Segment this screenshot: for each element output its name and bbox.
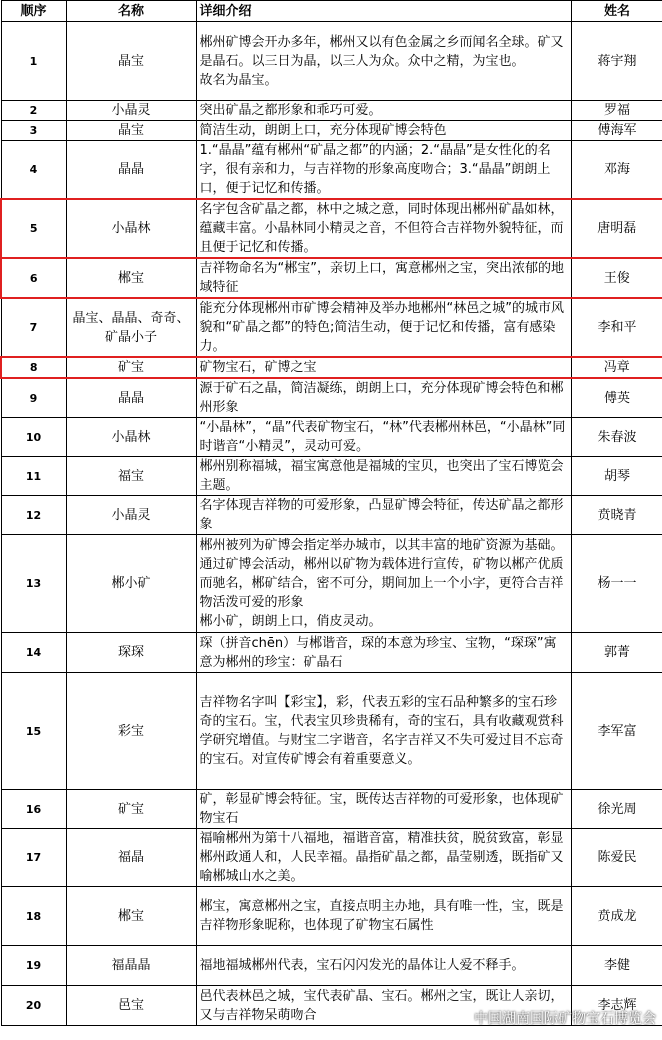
description-line: 郴州矿博会开办多年，郴州又以有色金属之乡而闻名全球。矿又是晶石。以三日为晶，以三人为众。众中之精，为宝也。 bbox=[199, 34, 564, 69]
row-number: 9 bbox=[1, 378, 66, 418]
header-detail: 详细介绍 bbox=[196, 1, 571, 22]
author-name: 陈爱民 bbox=[571, 829, 662, 887]
mascot-name: 福晶 bbox=[66, 829, 196, 887]
name-description bbox=[196, 946, 571, 986]
name-description bbox=[196, 673, 571, 790]
mascot-name: 晶宝、晶晶、奇奇、矿晶小子 bbox=[66, 298, 196, 357]
name-description bbox=[196, 535, 571, 633]
author-name: 罗福 bbox=[571, 101, 662, 121]
row-number: 20 bbox=[1, 986, 66, 1026]
row-number: 19 bbox=[1, 946, 66, 986]
name-description bbox=[196, 258, 571, 298]
description-line: 邑代表林邑之城，宝代表矿晶、宝石。郴州之宝，既让人亲切，又与吉祥物呆萌吻合 bbox=[199, 988, 564, 1023]
table-row bbox=[1, 141, 662, 200]
name-description bbox=[196, 121, 571, 141]
row-number: 15 bbox=[1, 673, 66, 790]
mascot-name: 邑宝 bbox=[66, 986, 196, 1026]
author-name: 李和平 bbox=[571, 298, 662, 357]
mascot-name: 小晶灵 bbox=[66, 496, 196, 535]
table-row bbox=[1, 22, 662, 101]
table-row bbox=[1, 418, 662, 457]
mascot-name: 晶晶 bbox=[66, 378, 196, 418]
table-row bbox=[1, 535, 662, 633]
row-number: 18 bbox=[1, 887, 66, 946]
table-row bbox=[1, 829, 662, 887]
description-line: 故名为晶宝。 bbox=[199, 72, 278, 88]
header-author: 姓名 bbox=[571, 1, 662, 22]
author-name: 邓海 bbox=[571, 141, 662, 200]
name-description bbox=[196, 496, 571, 535]
table-row bbox=[1, 790, 662, 829]
mascot-name: 小晶灵 bbox=[66, 101, 196, 121]
description-line: 郴宝，寓意郴州之宝，直接点明主办地，具有唯一性，宝，既是吉祥物形象昵称，也体现了矿物宝石属性 bbox=[199, 899, 564, 933]
mascot-name: 琛琛 bbox=[66, 633, 196, 673]
author-name: 贲成龙 bbox=[571, 887, 662, 946]
name-description bbox=[196, 101, 571, 121]
mascot-name: 福晶晶 bbox=[66, 946, 196, 986]
description-line: 简洁生动，朗朗上口，充分体现矿博会特色 bbox=[199, 123, 447, 138]
description-line: “小晶林”，“晶”代表矿物宝石，“林”代表郴州林邑，“小晶林”同时谐音“小精灵”，灵动可爱。 bbox=[199, 420, 566, 454]
description-line: 福喻郴州为第十八福地，福谐音富，精准扶贫，脱贫致富，彰显郴州政通人和，人民幸福。晶指矿晶之都，晶莹剔透，既指矿又喻郴城山水之美。 bbox=[199, 831, 564, 884]
name-description bbox=[196, 633, 571, 673]
header-row bbox=[1, 1, 662, 22]
mascot-name: 矿宝 bbox=[66, 790, 196, 829]
row-number: 8 bbox=[1, 357, 66, 378]
author-name: 贲晓青 bbox=[571, 496, 662, 535]
row-number: 2 bbox=[1, 101, 66, 121]
header-name: 名称 bbox=[66, 1, 196, 22]
row-number: 7 bbox=[1, 298, 66, 357]
author-name: 傅海军 bbox=[571, 121, 662, 141]
description-line: 矿物宝石，矿博之宝 bbox=[199, 360, 317, 375]
row-number: 10 bbox=[1, 418, 66, 457]
row-number: 3 bbox=[1, 121, 66, 141]
description-line: 源于矿石之晶，简洁凝练，朗朗上口，充分体现矿博会特色和郴州形象 bbox=[199, 381, 564, 415]
table-row bbox=[1, 258, 662, 298]
name-description bbox=[196, 418, 571, 457]
description-line: 郴州被列为矿博会指定举办城市，以其丰富的地矿资源为基础。通过矿博会活动，郴州以矿物为载体进行宣传，矿物以郴产优质而驰名，郴矿结合，密不可分，期间加上一个小字，更符合吉祥物活泼可爱的形象 bbox=[199, 538, 564, 610]
name-description bbox=[196, 22, 571, 101]
row-number: 11 bbox=[1, 457, 66, 496]
table-row bbox=[1, 887, 662, 946]
description-line: 郴小矿，朗朗上口，俏皮灵动。 bbox=[199, 614, 382, 629]
description-line: 名字体现吉祥物的可爱形象，凸显矿博会特征，传达矿晶之都形象 bbox=[199, 498, 564, 532]
mascot-name: 晶宝 bbox=[66, 22, 196, 101]
author-name: 唐明磊 bbox=[571, 199, 662, 258]
table-body bbox=[1, 22, 662, 1026]
row-number: 17 bbox=[1, 829, 66, 887]
table-row bbox=[1, 357, 662, 378]
table-row bbox=[1, 378, 662, 418]
table-row bbox=[1, 633, 662, 673]
author-name: 李健 bbox=[571, 946, 662, 986]
author-name: 蒋宇翔 bbox=[571, 22, 662, 101]
row-number: 6 bbox=[1, 258, 66, 298]
table-row bbox=[1, 199, 662, 258]
author-name: 徐光周 bbox=[571, 790, 662, 829]
table-row bbox=[1, 673, 662, 790]
mascot-name: 晶晶 bbox=[66, 141, 196, 200]
author-name: 李志辉 bbox=[571, 986, 662, 1026]
author-name: 朱春波 bbox=[571, 418, 662, 457]
mascot-name: 小晶林 bbox=[66, 418, 196, 457]
table-row bbox=[1, 946, 662, 986]
name-description bbox=[196, 141, 571, 200]
row-number: 4 bbox=[1, 141, 66, 200]
description-line: 吉祥物命名为“郴宝”，亲切上口，寓意郴州之宝，突出浓郁的地域特征 bbox=[199, 261, 564, 295]
author-name: 王俊 bbox=[571, 258, 662, 298]
name-description bbox=[196, 357, 571, 378]
description-line: 琛（拼音chēn）与郴谐音，琛的本意为珍宝、宝物，“琛琛”寓意为郴州的珍宝：矿晶石 bbox=[199, 635, 557, 670]
mascot-name: 郴宝 bbox=[66, 258, 196, 298]
author-name: 傅英 bbox=[571, 378, 662, 418]
mascot-name: 福宝 bbox=[66, 457, 196, 496]
watermark: 中国湖南国际矿物宝石博览会 bbox=[474, 1011, 656, 1027]
name-description bbox=[196, 887, 571, 946]
description-line: 福地福城郴州代表，宝石闪闪发光的晶体让人爱不释手。 bbox=[199, 958, 525, 973]
row-number: 13 bbox=[1, 535, 66, 633]
name-description bbox=[196, 378, 571, 418]
mascot-name: 晶宝 bbox=[66, 121, 196, 141]
header-no: 顺序 bbox=[1, 1, 66, 22]
name-description bbox=[196, 829, 571, 887]
row-number: 5 bbox=[1, 199, 66, 258]
name-description bbox=[196, 298, 571, 357]
author-name: 杨一一 bbox=[571, 535, 662, 633]
table-row bbox=[1, 121, 662, 141]
description-line: 吉祥物名字叫【彩宝】，彩，代表五彩的宝石品种繁多的宝石珍奇的宝石。宝，代表宝贝珍贵稀有，奇的宝石，具有收藏观赏科学研究增值。与财宝二字谐音，名字吉祥又不失可爱过目不忘奇的宝石。对宣传矿博会有着重要意义。 bbox=[199, 695, 564, 767]
row-number: 16 bbox=[1, 790, 66, 829]
name-description bbox=[196, 457, 571, 496]
table-row bbox=[1, 101, 662, 121]
author-name: 李军富 bbox=[571, 673, 662, 790]
row-number: 14 bbox=[1, 633, 66, 673]
description-line: 能充分体现郴州市矿博会精神及举办地郴州“林邑之城”的城市风貌和“矿晶之都”的特色;简洁生动，便于记忆和传播，富有感染力。 bbox=[199, 301, 564, 354]
author-name: 冯章 bbox=[571, 357, 662, 378]
table-row bbox=[1, 298, 662, 357]
description-line: 1.“晶晶”蕴有郴州“矿晶之都”的内涵；2.“晶晶”是女性化的名字，很有亲和力，与吉祥物的形象高度吻合；3.“晶晶”朗朗上口，便于记忆和传播。 bbox=[199, 143, 551, 196]
mascot-name: 郴宝 bbox=[66, 887, 196, 946]
author-name: 胡琴 bbox=[571, 457, 662, 496]
name-description bbox=[196, 790, 571, 829]
description-line: 名字包含矿晶之都，林中之城之意，同时体现出郴州矿晶如林，蕴藏丰富。小晶林同小精灵之音，不但符合吉祥物外貌特征，而且便于记忆和传播。 bbox=[199, 202, 564, 255]
mascot-name: 郴小矿 bbox=[66, 535, 196, 633]
table-row bbox=[1, 457, 662, 496]
description-line: 郴州别称福城，福宝寓意他是福城的宝贝，也突出了宝石博览会主题。 bbox=[199, 459, 564, 493]
author-name: 郭菁 bbox=[571, 633, 662, 673]
description-line: 矿，彰显矿博会特征。宝，既传达吉祥物的可爱形象，也体现矿物宝石 bbox=[199, 792, 564, 826]
table-row bbox=[1, 496, 662, 535]
row-number: 1 bbox=[1, 22, 66, 101]
description-line: 突出矿晶之都形象和乖巧可爱。 bbox=[199, 103, 382, 118]
mascot-name: 彩宝 bbox=[66, 673, 196, 790]
row-number: 12 bbox=[1, 496, 66, 535]
name-description bbox=[196, 199, 571, 258]
mascot-name: 矿宝 bbox=[66, 357, 196, 378]
mascot-name: 小晶林 bbox=[66, 199, 196, 258]
